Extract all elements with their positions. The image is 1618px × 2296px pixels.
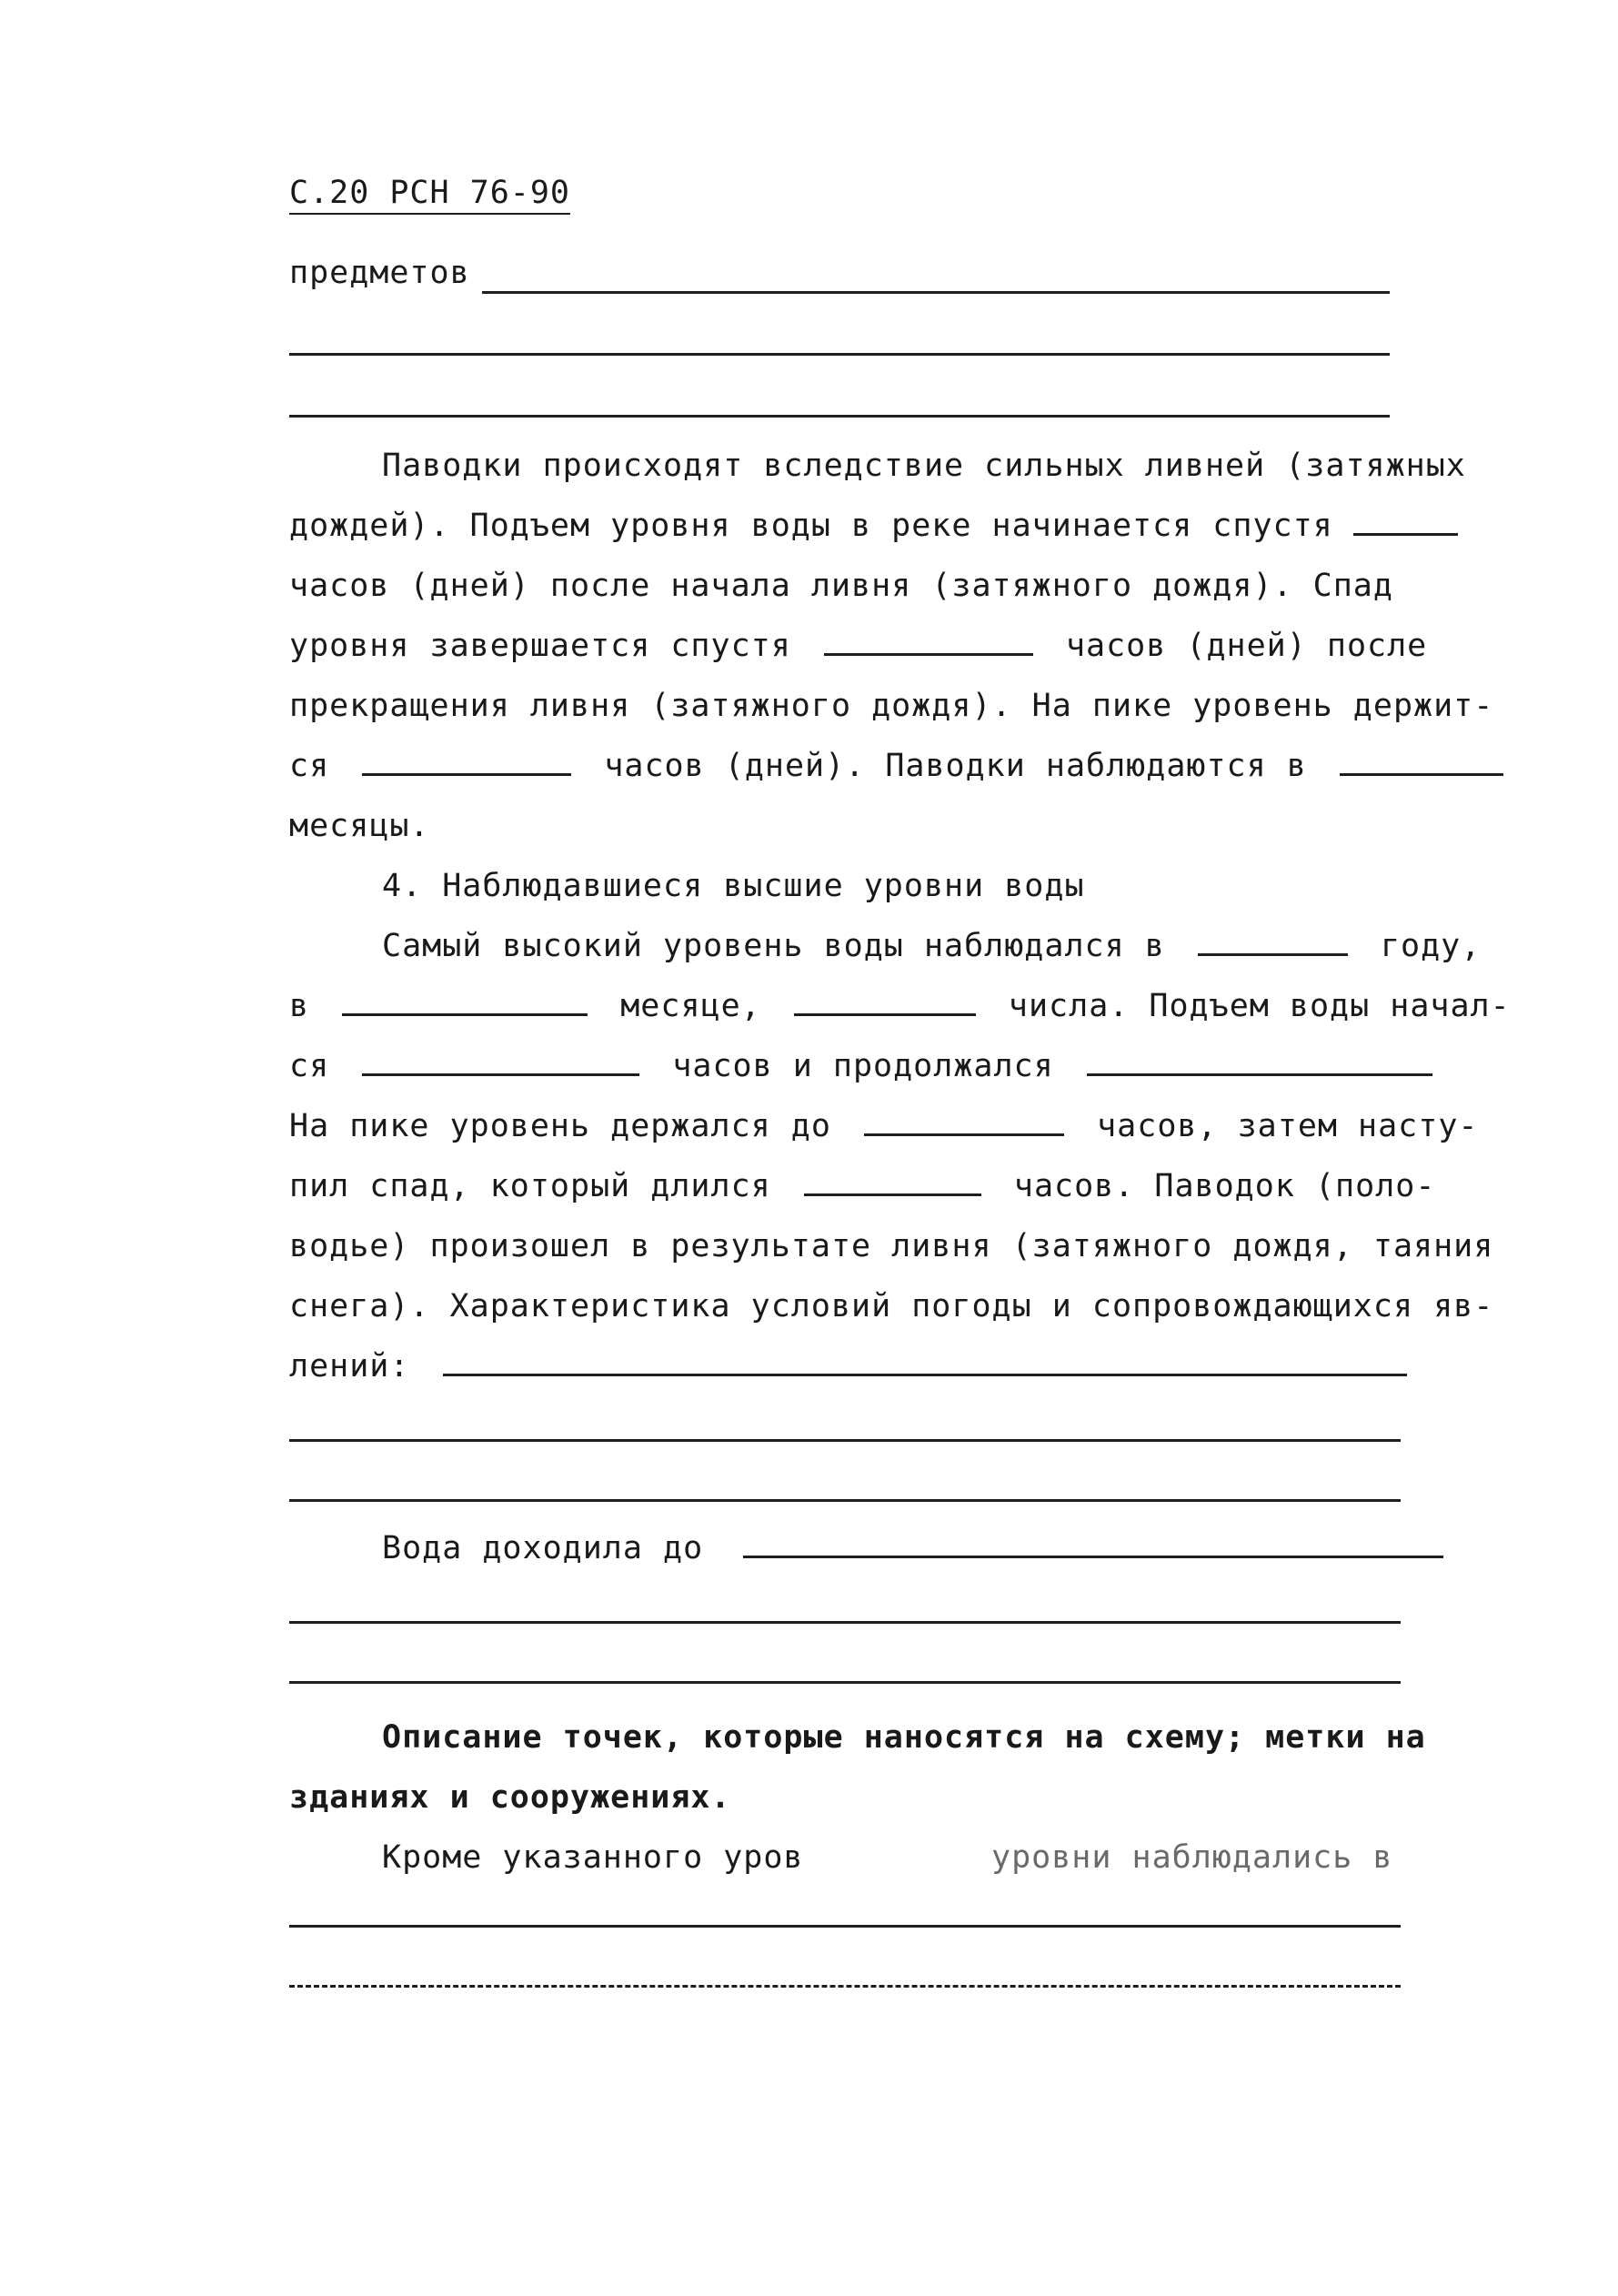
points-fill-line-2: [289, 1985, 1401, 1988]
section-4-line-5: пил спад, который длился часов. Паводок (поло-: [289, 1168, 1436, 1204]
points-line-3-tail: уровни наблюдались в: [991, 1839, 1393, 1876]
page-ref: С.20 РСН 76-90: [289, 175, 570, 215]
floods-months-blank: [1340, 746, 1503, 776]
floods-line-1: Паводки происходят вследствие сильных ливней (затяжных: [382, 448, 1466, 484]
peak-hold-blank: [864, 1106, 1064, 1136]
highest-level-year-blank: [1198, 926, 1348, 956]
page-header: [289, 173, 570, 213]
points-fill-line-1: [289, 1925, 1401, 1928]
floods-peak-duration-blank: [362, 746, 571, 776]
weather-fill-line-2: [289, 1439, 1401, 1442]
section-4-line-2: в месяце, числа. Подъем воды начал-: [289, 988, 1511, 1024]
objects-fill-line-2: [289, 353, 1390, 356]
section-4-line-6: водье) произошел в результате ливня (затяжного дождя, таяния: [289, 1228, 1494, 1264]
highest-level-month-blank: [342, 986, 588, 1016]
floods-line-4: уровня завершается спустя часов (дней) после: [289, 628, 1428, 664]
weather-characteristics-blank: [443, 1346, 1407, 1376]
highest-level-day-blank: [794, 986, 976, 1016]
objects-fill-line-1: [482, 291, 1390, 294]
rise-start-time-blank: [362, 1046, 639, 1076]
objects-fill-line-3: [289, 415, 1390, 418]
section-4-line-7: снега). Характеристика условий погоды и сопровождающихся яв-: [289, 1288, 1494, 1324]
points-line-2: зданиях и сооружениях.: [289, 1779, 731, 1816]
floods-line-5: прекращения ливня (затяжного дождя). На пике уровень держит-: [289, 688, 1494, 724]
floods-line-2: дождей). Подъем уровня воды в реке начинается спустя: [289, 506, 1458, 546]
water-reached-fill-line-3: [289, 1681, 1401, 1684]
water-reached-fill-line-2: [289, 1621, 1401, 1624]
rise-duration-blank: [1087, 1046, 1432, 1076]
water-reached-line: Вода доходила до: [382, 1528, 1443, 1568]
floods-rise-start-blank: [1353, 506, 1458, 536]
objects-label: предметов: [289, 255, 470, 291]
section-4-line-4: На пике уровень держался до часов, затем насту-: [289, 1108, 1479, 1144]
weather-fill-line-3: [289, 1499, 1401, 1502]
points-line-1: Описание точек, которые наносятся на схему; метки на: [382, 1719, 1426, 1756]
section-4-line-3: ся часов и продолжался: [289, 1046, 1432, 1086]
floods-line-7: месяцы.: [289, 808, 430, 844]
decline-duration-blank: [804, 1166, 981, 1196]
section-4-line-8: лений:: [289, 1346, 1407, 1386]
floods-line-3: часов (дней) после начала ливня (затяжного дождя). Спад: [289, 568, 1393, 604]
section-4-line-1: Самый высокий уровень воды наблюдался в году,: [382, 928, 1482, 964]
floods-decline-blank: [824, 626, 1033, 656]
water-reached-blank: [743, 1528, 1443, 1558]
points-line-3: Кроме указанного уров: [382, 1839, 804, 1876]
floods-line-6: ся часов (дней). Паводки наблюдаются в: [289, 746, 1503, 786]
section-4-heading: 4. Наблюдавшиеся высшие уровни воды: [382, 868, 1085, 904]
